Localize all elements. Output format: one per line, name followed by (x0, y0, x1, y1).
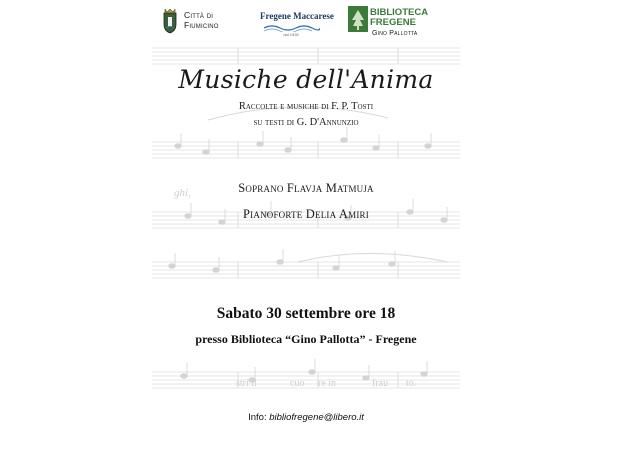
event-poster (148, 0, 464, 450)
biblioteca-line1: BIBLIOTECA (370, 7, 429, 18)
fiumicino-logo (162, 6, 244, 40)
lyric-fragment: stri il (236, 378, 257, 389)
note-head (203, 150, 209, 155)
fregene-logo-sub: dal 1926 (283, 32, 299, 37)
note-head (213, 268, 219, 273)
fregene-maccarese-logo (260, 6, 334, 40)
lyric-fragment: frau (372, 378, 389, 389)
note-head (257, 142, 263, 147)
performer-pianoforte: Pianoforte Delia Amiri (243, 207, 369, 221)
note-head (363, 376, 369, 381)
note-head (333, 266, 339, 271)
library-tree-icon (348, 6, 368, 32)
wave-icon (262, 22, 320, 32)
note-head (309, 370, 315, 375)
info-label: Info: (248, 412, 267, 423)
lyric-fragment: cuo (290, 378, 305, 389)
note-head (425, 144, 431, 149)
event-subtitle-line2: su testi di G. D'Annunzio (253, 117, 359, 128)
note-head (285, 148, 291, 153)
note-head (389, 262, 395, 267)
city-crest-icon (162, 8, 178, 34)
info-contact (148, 412, 464, 423)
note-head (175, 144, 181, 149)
lyric-fragment: ghi, (174, 187, 191, 199)
biblioteca-line2: FREGENE (370, 17, 416, 28)
lyric-fragment: re in (318, 378, 337, 389)
note-head (277, 260, 283, 265)
event-subtitle-line1: Raccolte e musiche di F. P. Tosti (238, 101, 374, 112)
event-date: Sabato 30 settembre ore 18 (216, 305, 396, 322)
event-venue: presso Biblioteca “Gino Pallotta” - Fregene (195, 332, 417, 346)
biblioteca-line3: Gino Pallotta (372, 30, 418, 37)
event-title: Musiche dell'Anima (178, 65, 434, 94)
fiumicino-line2: Fiumicino (184, 20, 219, 30)
note-head (421, 372, 427, 377)
fiumicino-line1: Città di (184, 10, 214, 20)
performer-soprano: Soprano Flavja Matmuja (238, 181, 374, 195)
note-head (341, 138, 347, 143)
note-head (181, 374, 187, 379)
note-head (373, 146, 379, 151)
note-head (169, 264, 175, 269)
info-email-link[interactable]: bibliofregene@libero.it (269, 412, 364, 423)
slur-mark (298, 254, 448, 263)
fregene-logo-name: Fregene Maccarese (260, 11, 334, 21)
biblioteca-fregene-logo (348, 6, 458, 40)
lyric-fragment: to. (406, 378, 417, 389)
